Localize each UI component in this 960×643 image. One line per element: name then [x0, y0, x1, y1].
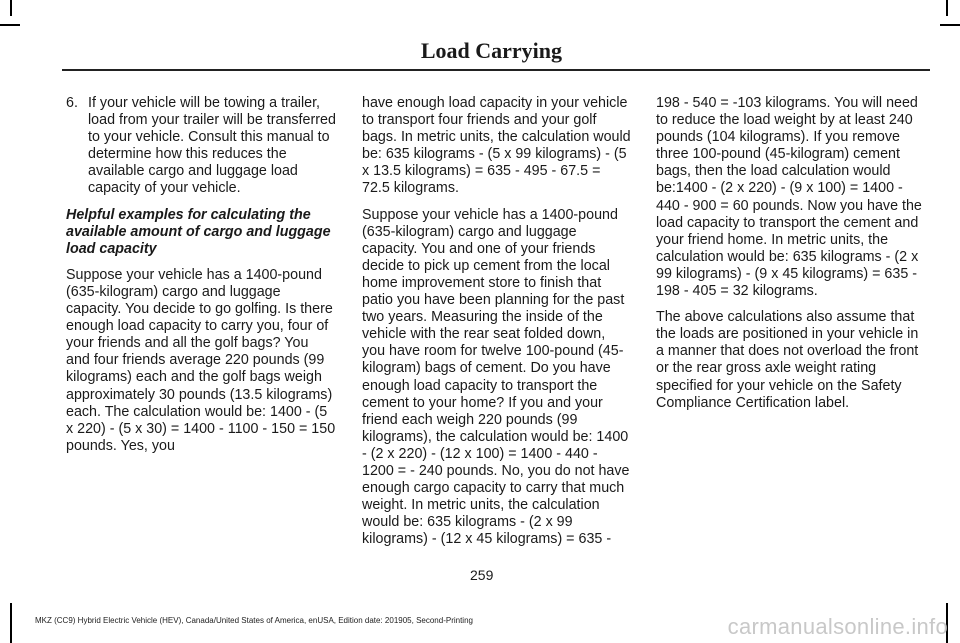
- footer-edition-info: MKZ (CC9) Hybrid Electric Vehicle (HEV), Canada/United States of America, enUSA, Edition date: 201905, Second-Printing: [35, 616, 473, 625]
- section-subheading: Helpful examples for calculating the available amount of cargo and luggage load capacity: [66, 206, 331, 257]
- crop-mark-top-left-vertical: [10, 0, 12, 16]
- body-paragraph: 198 - 540 = -103 kilograms. You will need to reduce the load weight by at least 240 pounds (104 kilograms). If you remove three 100-pound (45-kilogram) cement bags, then the load calculation would be:1400 - (2 x 220) - (9 x 100) = 1400 - 440 - 900 = 60 pounds. Now you have the load capacity to transport the cement and your friend home. In metric units, the calculation would be: 635 kilograms - (2 x 99 kilograms) - (9 x 45 kilograms) = 635 - 198 - 405 = 32 kilograms.: [656, 95, 922, 300]
- crop-mark-bottom-left-vertical: [10, 603, 12, 643]
- list-item-number: 6.: [66, 95, 78, 111]
- crop-mark-top-left-horizontal: [0, 24, 20, 26]
- body-paragraph: have enough load capacity in your vehicle to transport four friends and your golf bags. In metric units, the calculation would be: 635 kilograms - (5 x 99 kilograms) - (5 x 13.5 kilograms) = 635 - 495 - 67.5 = 72.5 kilograms.: [362, 95, 631, 197]
- crop-mark-top-right-horizontal: [940, 24, 960, 26]
- text-column-2: [362, 95, 632, 557]
- page-title: Load Carrying: [420, 38, 562, 63]
- watermark: carmanualsonline.info: [727, 614, 948, 639]
- list-item-text: If your vehicle will be towing a trailer, load from your trailer will be transferred to your vehicle. Consult this manual to determine how this reduces the available cargo and luggage load capacity of your vehicle.: [88, 95, 336, 197]
- list-item: [66, 95, 336, 198]
- body-paragraph: Suppose your vehicle has a 1400-pound (635-kilogram) cargo and luggage capacity. You and one of your friends decide to pick up cement from the local home improvement store to finish that patio you have been planning for the past two years. Measuring the inside of the vehicle with the rear seat folded down, you have room for twelve 100-pound (45-kilogram) bags of cement. Do you have enough load capacity to transport the cement to your home? If you and your friend each weigh 220 pounds (99 kilograms), the calculation would be: 1400 - (2 x 220) - (12 x 100) = 1400 - 440 - 1200 = - 240 pounds. No, you do not have enough cargo capacity to carry that much weight. In metric units, the calculation would be: 635 kilograms - (2 x 99 kilograms) - (12 x 45 kilograms) = 635 -: [362, 206, 630, 548]
- text-column-3: [656, 95, 926, 421]
- text-column-1: [66, 95, 336, 464]
- body-paragraph: The above calculations also assume that the loads are positioned in your vehicle in a manner that does not overload the front or the rear gross axle weight rating specified for your vehicle on the Safety Compliance Certification label.: [656, 309, 919, 411]
- header-divider: [62, 69, 930, 71]
- body-paragraph: Suppose your vehicle has a 1400-pound (635-kilogram) cargo and luggage capacity. You decide to go golfing. Is there enough load capacity to carry you, four of your friends and all the golf bags? You and four friends average 220 pounds (99 kilograms) each and the golf bags weigh approximately 30 pounds (13.5 kilograms) each. The calculation would be: 1400 - (5 x 220) - (5 x 30) = 1400 - 1100 - 150 = 150 pounds. Yes, you: [66, 266, 336, 454]
- crop-mark-top-right-vertical: [946, 0, 948, 16]
- page-number: 259: [470, 567, 494, 583]
